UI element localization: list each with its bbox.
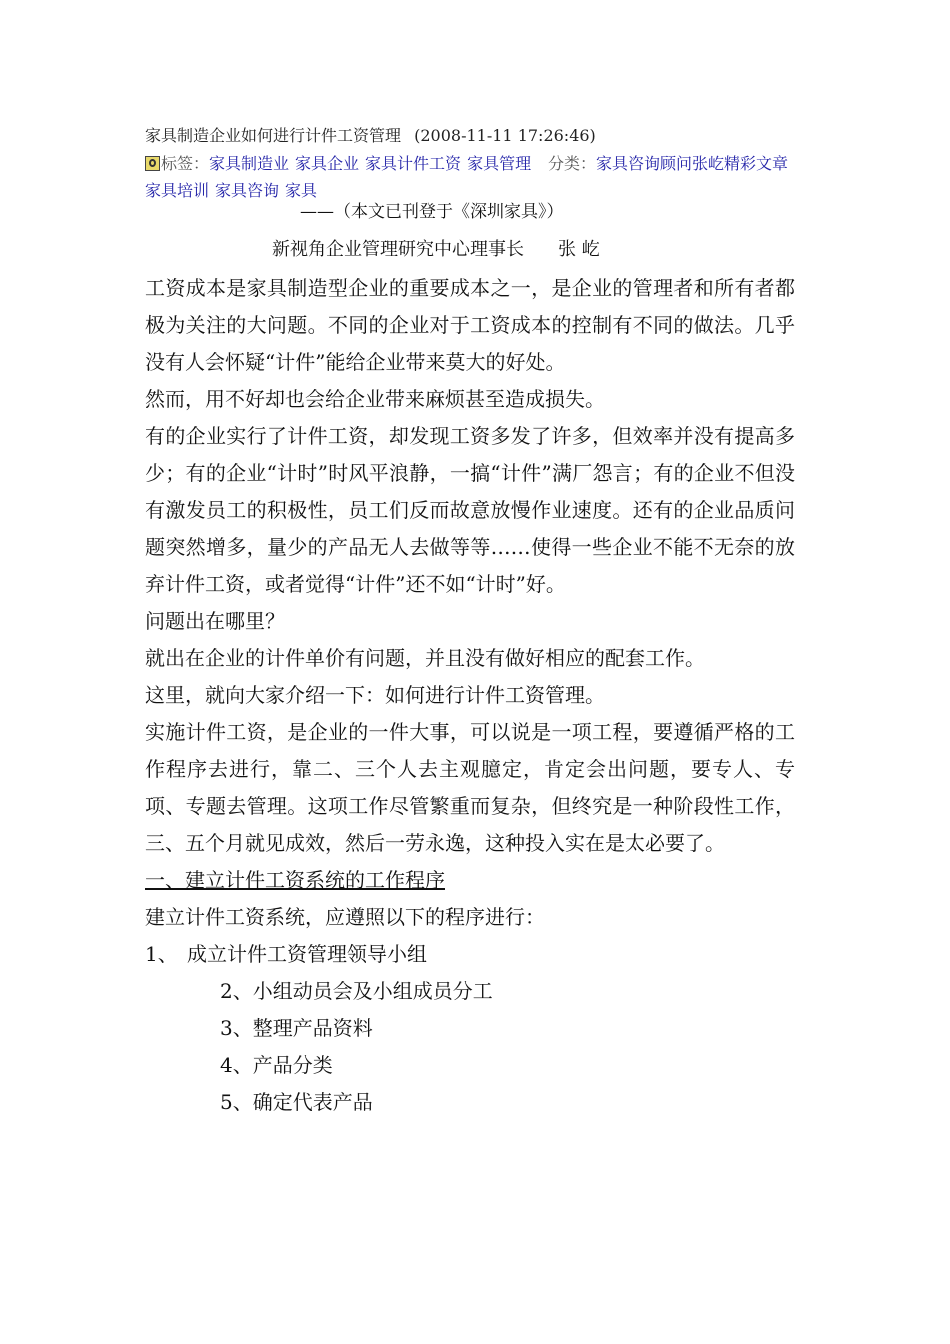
body-paragraph: 工资成本是家具制造型企业的重要成本之一，是企业的管理者和所有者都极为关注的大问题。不同的企业对于工资成本的控制有不同的做法。几乎没有人会怀疑“计件”能给企业带来莫大的好处。 bbox=[145, 276, 795, 374]
list-item: 2、小组动员会及小组成员分工 bbox=[220, 979, 493, 1003]
step-number: 1、 bbox=[145, 942, 178, 966]
tag-label: 标签： bbox=[161, 154, 210, 173]
tag-link[interactable]: 家具培训 bbox=[145, 181, 210, 200]
body-paragraph: 问题出在哪里？ bbox=[145, 609, 285, 633]
author-line bbox=[272, 238, 600, 262]
body-paragraph: 然而，用不好却也会给企业带来麻烦甚至造成损失。 bbox=[145, 387, 605, 411]
tag-link[interactable]: 家具管理 bbox=[467, 154, 532, 173]
published-note: ——（本文已刊登于《深圳家具》） bbox=[300, 202, 564, 222]
section-heading: 一、建立计件工资系统的工作程序 bbox=[145, 868, 445, 892]
author-name: 张 屹 bbox=[558, 239, 600, 260]
article-title: 家具制造企业如何进行计件工资管理 bbox=[145, 126, 402, 145]
article-timestamp: (2008-11-11 17:26:46) bbox=[414, 126, 596, 145]
tag-list bbox=[145, 150, 540, 204]
tag-link[interactable]: 家具咨询 bbox=[215, 181, 280, 200]
tag-link[interactable]: 家具 bbox=[285, 181, 318, 200]
author-title: 新视角企业管理研究中心理事长 bbox=[272, 239, 524, 260]
body-paragraph: 就出在企业的计件单价有问题，并且没有做好相应的配套工作。 bbox=[145, 646, 705, 670]
body-paragraph: 实施计件工资，是企业的一件大事，可以说是一项工程，要遵循严格的工作程序去进行，靠二、三个人去主观臆定，肯定会出问题，要专人、专项、专题去管理。这项工作尽管繁重而复杂，但终究是一种阶段性工作，三、五个月就见成效，然后一劳永逸，这种投入实在是太必要了。 bbox=[145, 720, 795, 855]
article-title-line bbox=[145, 126, 596, 146]
list-item: 4、产品分类 bbox=[220, 1053, 333, 1077]
list-item bbox=[145, 936, 795, 973]
step-list bbox=[145, 936, 795, 1121]
list-item: 5、确定代表产品 bbox=[220, 1090, 373, 1114]
category-block bbox=[548, 150, 808, 177]
tag-icon bbox=[145, 156, 160, 171]
tag-link[interactable]: 家具企业 bbox=[295, 154, 360, 173]
category-label: 分类： bbox=[548, 154, 597, 173]
article-body bbox=[145, 270, 795, 1121]
body-paragraph: 有的企业实行了计件工资，却发现工资多发了许多，但效率并没有提高多少；有的企业“计时”时风平浪静，一搞“计件”满厂怨言；有的企业不但没有激发员工的积极性，员工们反而故意放慢作业速度。还有的企业品质问题突然增多，量少的产品无人去做等等……使得一些企业不能不无奈的放弃计件工资，或者觉得“计件”还不如“计时”好。 bbox=[145, 424, 795, 596]
body-paragraph: 这里，就向大家介绍一下：如何进行计件工资管理。 bbox=[145, 683, 605, 707]
tag-link[interactable]: 家具计件工资 bbox=[365, 154, 462, 173]
category-link[interactable]: 家具咨询顾问张屹精彩文章 bbox=[596, 154, 789, 173]
list-item: 3、整理产品资料 bbox=[220, 1016, 373, 1040]
tag-link[interactable]: 家具制造业 bbox=[209, 154, 290, 173]
section-intro: 建立计件工资系统，应遵照以下的程序进行： bbox=[145, 905, 545, 929]
step-text: 成立计件工资管理领导小组 bbox=[187, 942, 427, 966]
